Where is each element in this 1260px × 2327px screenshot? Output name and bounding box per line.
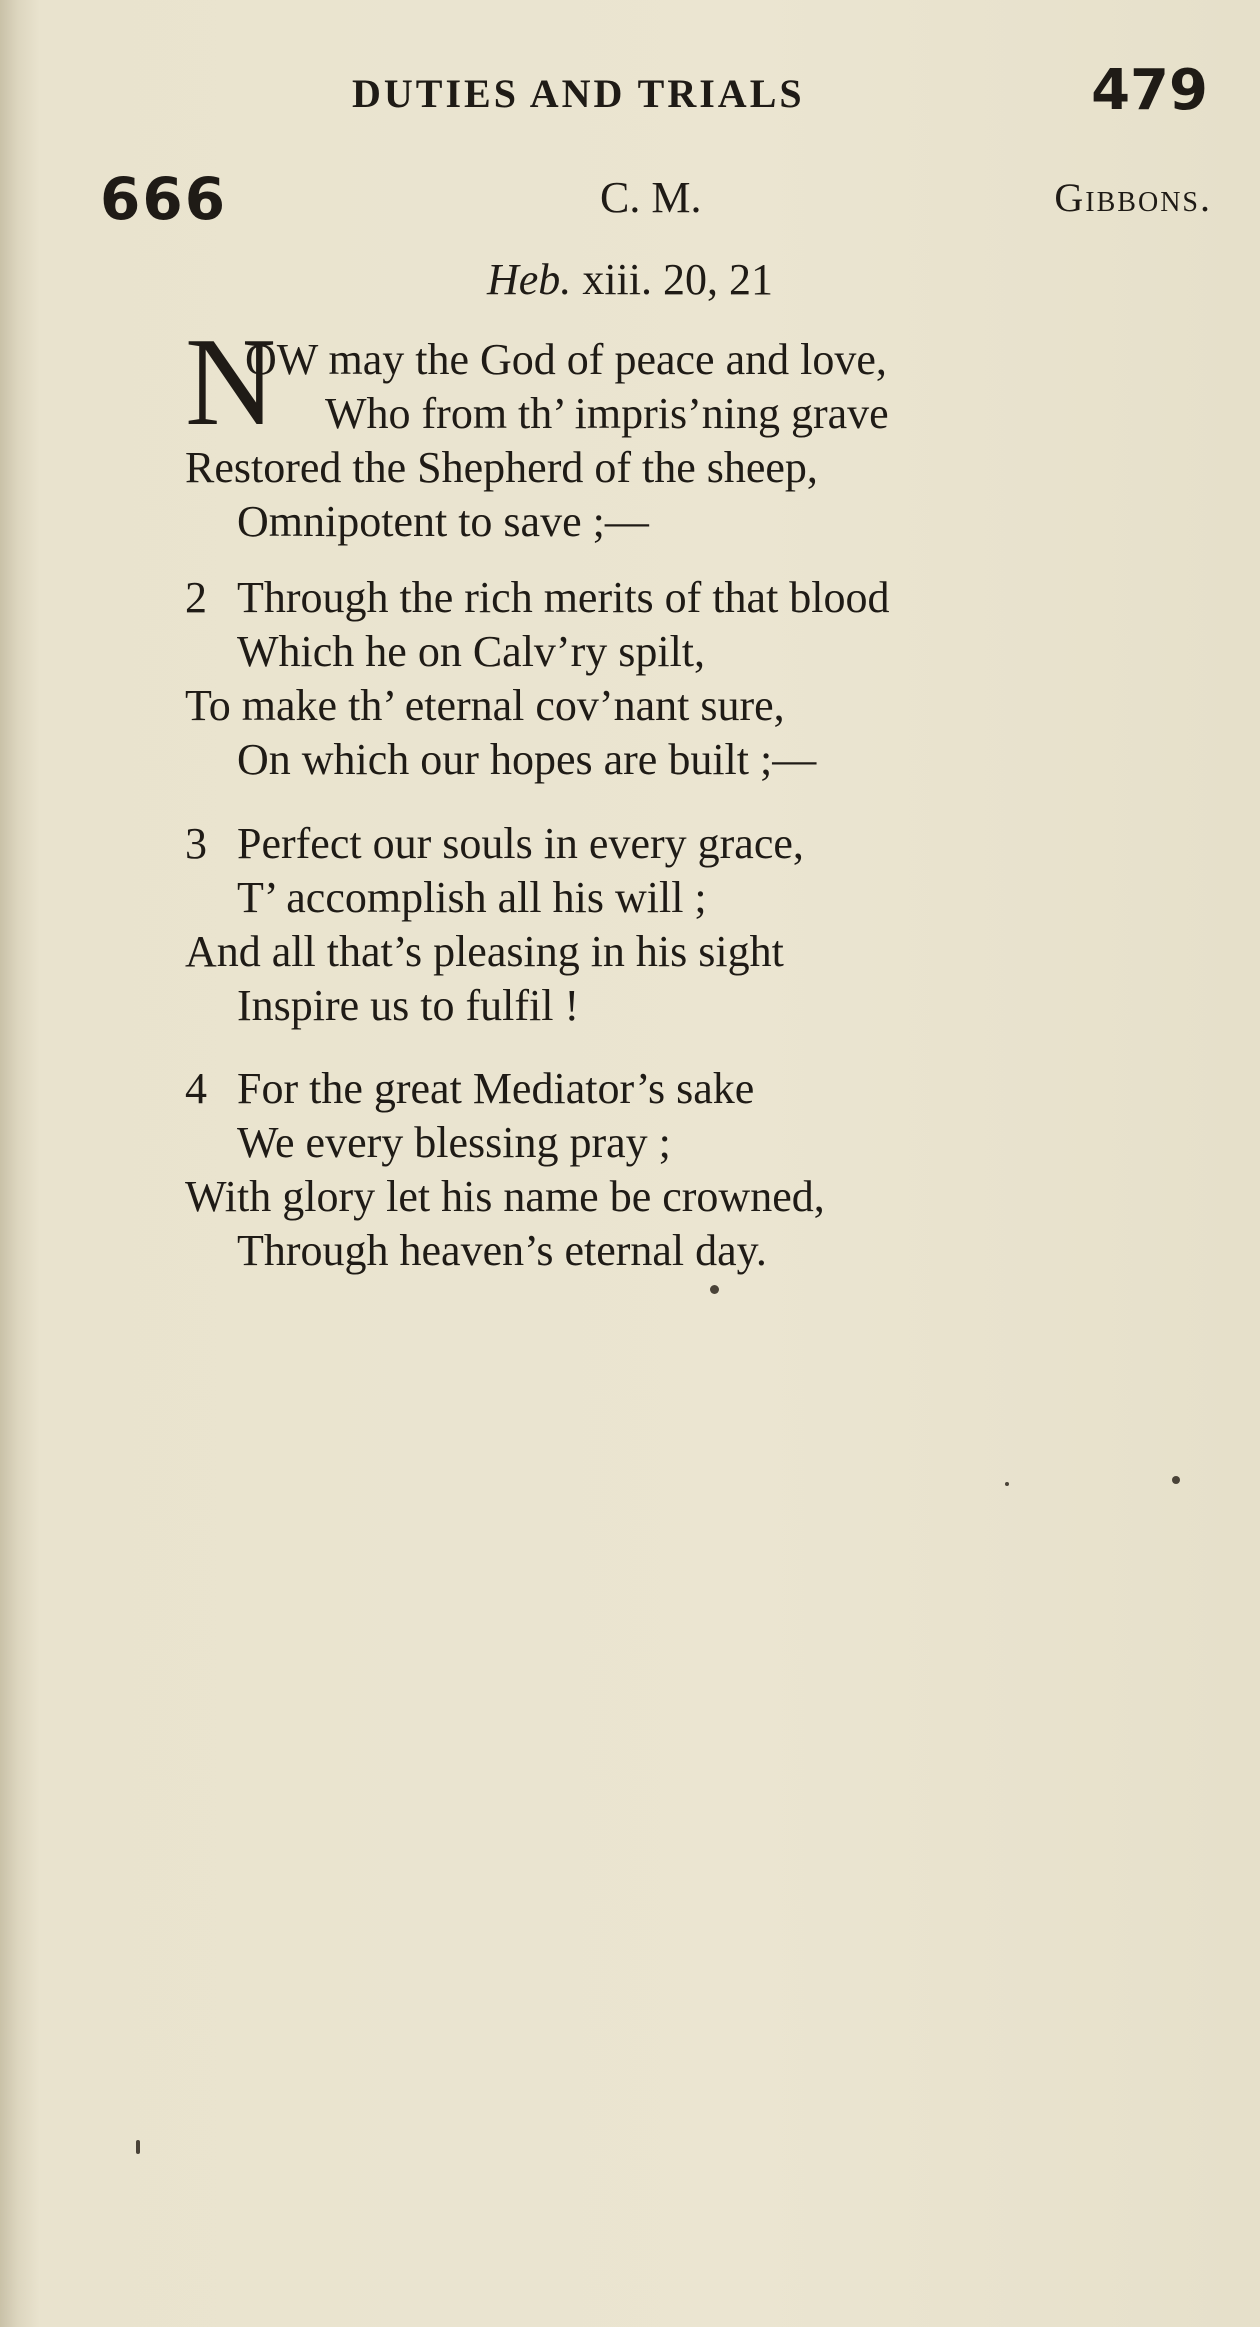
scripture-reference	[0, 254, 1260, 305]
running-title: DUTIES AND TRIALS	[352, 71, 805, 116]
verse-line: Inspire us to fulfil !	[237, 981, 580, 1030]
stanza-2	[185, 571, 890, 787]
hymn-meter: C. M.	[600, 173, 702, 222]
drop-cap: N	[185, 313, 276, 452]
hymn-number: 666	[100, 165, 228, 233]
paper-speck	[710, 1285, 719, 1294]
verse-line-text: Perfect our souls in every grace,	[237, 819, 804, 868]
verse-line: Which he on Calv’ry spilt,	[237, 627, 706, 676]
stanza-1	[185, 333, 889, 549]
stanza-number: 4	[185, 1064, 207, 1113]
stanza-number: 2	[185, 573, 207, 622]
verse-line: Omnipotent to save ;—	[237, 497, 649, 546]
verse-line	[185, 1062, 825, 1116]
verse-line: Who from th’ impris’ning grave	[325, 389, 889, 438]
verse-line	[185, 571, 890, 625]
verse-line: With glory let his name be crowned,	[185, 1172, 825, 1221]
paper-speck	[1172, 1476, 1180, 1484]
verse-line: OW may the God of peace and love,	[245, 335, 887, 384]
verse-line: And all that’s pleasing in his sight	[185, 927, 784, 976]
verse-line-text: For the great Mediator’s sake	[237, 1064, 755, 1113]
verse-line: On which our hopes are built ;—	[237, 735, 817, 784]
verse-line: T’ accomplish all his will ;	[237, 873, 707, 922]
verse-line: Restored the Shepherd of the sheep,	[185, 443, 818, 492]
verse-line: We every blessing pray ;	[237, 1118, 671, 1167]
verse-line: Through heaven’s eternal day.	[237, 1226, 767, 1275]
hymn-author: Gibbons.	[1054, 175, 1212, 220]
verse-line: To make th’ eternal cov’nant sure,	[185, 681, 785, 730]
stanza-3	[185, 817, 804, 1033]
stanza-4	[185, 1062, 825, 1278]
verse-line-text: Through the rich merits of that blood	[237, 573, 890, 622]
scripture-book: Heb.	[487, 255, 572, 304]
page-number: 479	[1091, 58, 1208, 123]
paper-speck	[1005, 1482, 1009, 1486]
verse-line	[185, 817, 804, 871]
scripture-chapter-verse: xiii. 20, 21	[582, 255, 773, 304]
stanza-number: 3	[185, 819, 207, 868]
paper-speck	[136, 2140, 140, 2154]
